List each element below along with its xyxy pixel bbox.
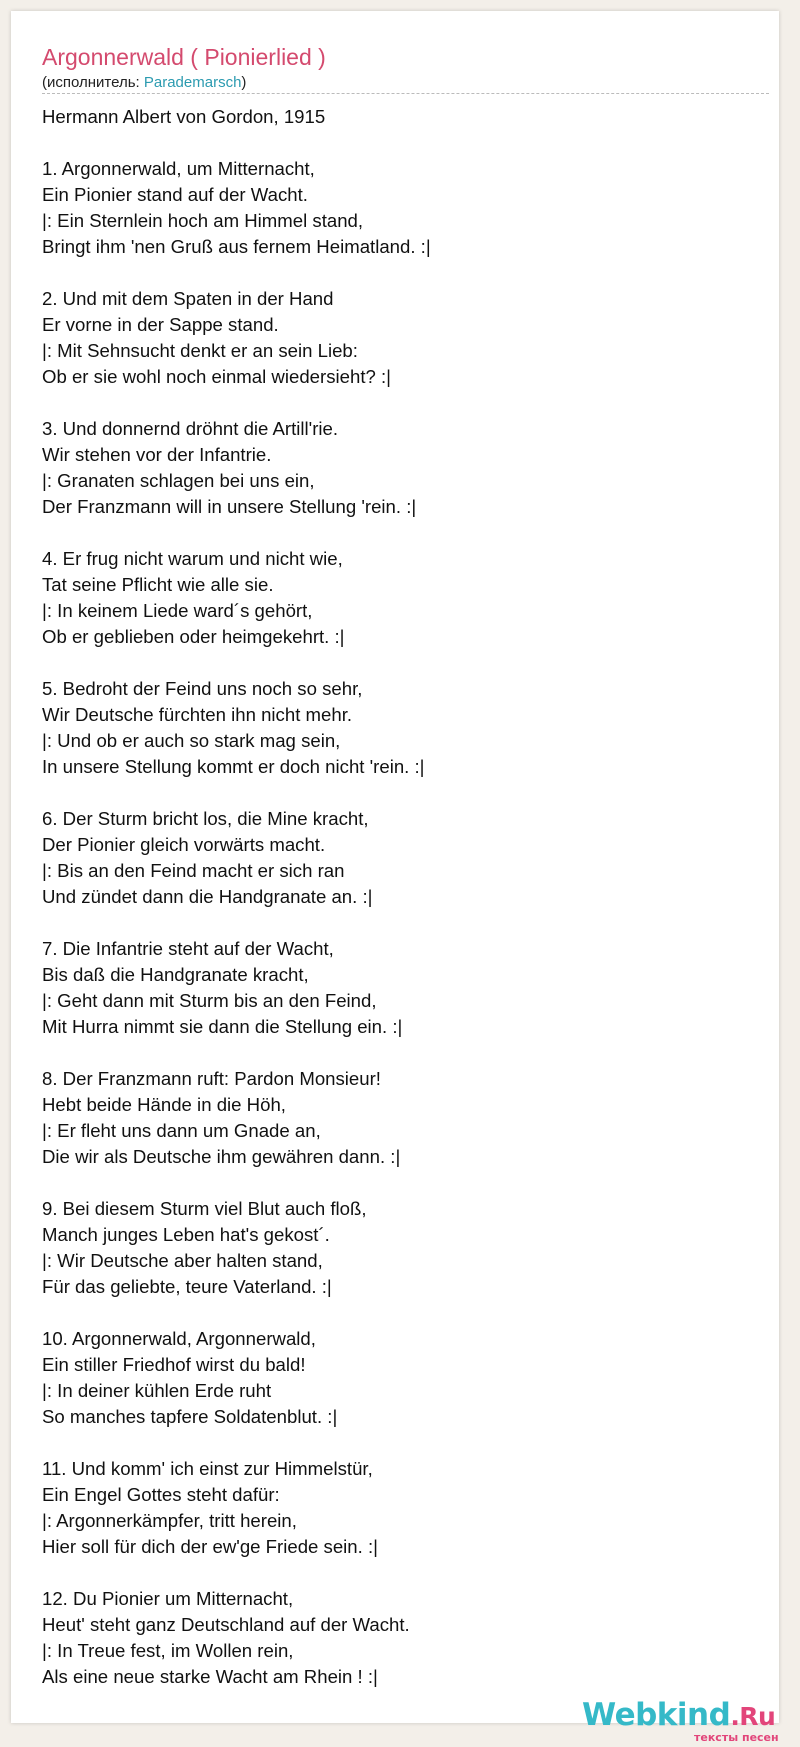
lyric-line: Hebt beide Hände in die Höh,: [42, 1094, 286, 1115]
lyric-line: Ein Engel Gottes steht dafür:: [42, 1484, 280, 1505]
lyric-line: |: Granaten schlagen bei uns ein,: [42, 470, 315, 491]
lyric-line: 12. Du Pionier um Mitternacht,: [42, 1588, 294, 1609]
lyric-line: 8. Der Franzmann ruft: Pardon Monsieur!: [42, 1068, 381, 1089]
lyric-line: |: In Treue fest, im Wollen rein,: [42, 1640, 294, 1661]
stanza-gap: [42, 390, 762, 416]
performer-link[interactable]: Parademarsch: [143, 74, 242, 91]
lyrics-page: [11, 11, 779, 1744]
lyric-line: Bringt ihm 'nen Gruß aus fernem Heimatland. :|: [42, 236, 431, 257]
lyric-line: Mit Hurra nimmt sie dann die Stellung ein. :|: [42, 1016, 403, 1037]
lyric-line: Heut' steht ganz Deutschland auf der Wacht.: [42, 1614, 410, 1635]
stanza-gap: [42, 780, 762, 806]
lyric-line: |: Ein Sternlein hoch am Himmel stand,: [42, 210, 364, 231]
lyrics-author-line: Hermann Albert von Gordon, 1915: [42, 106, 326, 127]
lyric-line: |: Wir Deutsche aber halten stand,: [42, 1250, 323, 1271]
lyric-line: Und zündet dann die Handgranate an. :|: [42, 886, 373, 907]
logo-tagline: тексты песен: [694, 1731, 779, 1744]
lyric-line: |: Bis an den Feind macht er sich ran: [42, 860, 345, 881]
stanza-gap: [42, 520, 762, 546]
stanza-gap: [42, 650, 762, 676]
stanza-gap: [42, 1040, 762, 1066]
lyric-line: In unsere Stellung kommt er doch nicht 'rein. :|: [42, 756, 425, 777]
lyric-line: Ob er sie wohl noch einmal wiedersieht? :|: [42, 366, 391, 387]
lyric-line: |: In keinem Liede ward´s gehört,: [42, 600, 313, 621]
lyric-line: 5. Bedroht der Feind uns noch so sehr,: [42, 678, 363, 699]
lyric-line: 4. Er frug nicht warum und nicht wie,: [42, 548, 343, 569]
lyric-line: |: Geht dann mit Sturm bis an den Feind,: [42, 990, 377, 1011]
stanza-gap: [42, 130, 762, 156]
lyric-line: Ob er geblieben oder heimgekehrt. :|: [42, 626, 345, 647]
lyric-line: Wir Deutsche fürchten ihn nicht mehr.: [42, 704, 353, 725]
stanza-gap: [42, 1430, 762, 1456]
lyric-line: Für das geliebte, teure Vaterland. :|: [42, 1276, 332, 1297]
lyric-line: Er vorne in der Sappe stand.: [42, 314, 279, 335]
performer-suffix: ): [241, 74, 247, 91]
lyric-line: 2. Und mit dem Spaten in der Hand: [42, 288, 334, 309]
site-logo[interactable]: [582, 1697, 782, 1747]
lyrics-text: [42, 104, 762, 1690]
stanza-gap: [42, 260, 762, 286]
logo-wordmark: [582, 1697, 775, 1735]
stanza-gap: [42, 1170, 762, 1196]
lyric-line: 11. Und komm' ich einst zur Himmelstür,: [42, 1458, 373, 1479]
lyric-line: Wir stehen vor der Infantrie.: [42, 444, 272, 465]
lyric-line: |: Mit Sehnsucht denkt er an sein Lieb:: [42, 340, 358, 361]
lyric-line: |: Argonnerkämpfer, tritt herein,: [42, 1510, 297, 1531]
logo-main-text: Webkind: [582, 1697, 731, 1733]
stanza-gap: [42, 910, 762, 936]
lyric-line: 7. Die Infantrie steht auf der Wacht,: [42, 938, 334, 959]
lyric-line: Der Franzmann will in unsere Stellung 'rein. :|: [42, 496, 417, 517]
lyric-line: So manches tapfere Soldatenblut. :|: [42, 1406, 338, 1427]
logo-suffix: .Ru: [730, 1702, 776, 1731]
lyric-line: Ein stiller Friedhof wirst du bald!: [42, 1354, 306, 1375]
lyric-line: |: Er fleht uns dann um Gnade an,: [42, 1120, 321, 1141]
song-title: Argonnerwald ( Pionierlied ): [42, 44, 326, 70]
performer-prefix: (исполнитель:: [42, 74, 144, 91]
performer-line: [42, 73, 246, 93]
lyric-line: Tat seine Pflicht wie alle sie.: [42, 574, 274, 595]
lyric-line: Als eine neue starke Wacht am Rhein ! :|: [42, 1666, 378, 1687]
lyric-line: 1. Argonnerwald, um Mitternacht,: [42, 158, 315, 179]
lyric-line: Manch junges Leben hat's gekost´.: [42, 1224, 330, 1245]
lyric-line: Ein Pionier stand auf der Wacht.: [42, 184, 308, 205]
lyric-line: Die wir als Deutsche ihm gewähren dann. :|: [42, 1146, 401, 1167]
lyric-line: Bis daß die Handgranate kracht,: [42, 964, 309, 985]
lyric-line: |: In deiner kühlen Erde ruht: [42, 1380, 272, 1401]
lyric-line: 10. Argonnerwald, Argonnerwald,: [42, 1328, 316, 1349]
lyric-line: 9. Bei diesem Sturm viel Blut auch floß,: [42, 1198, 367, 1219]
lyric-line: 3. Und donnernd dröhnt die Artill'rie.: [42, 418, 339, 439]
lyric-line: Hier soll für dich der ew'ge Friede sein. :|: [42, 1536, 378, 1557]
lyric-line: Der Pionier gleich vorwärts macht.: [42, 834, 326, 855]
stanza-gap: [42, 1560, 762, 1586]
lyric-line: 6. Der Sturm bricht los, die Mine kracht,: [42, 808, 369, 829]
divider: [42, 93, 769, 94]
stanza-gap: [42, 1300, 762, 1326]
lyric-line: |: Und ob er auch so stark mag sein,: [42, 730, 341, 751]
